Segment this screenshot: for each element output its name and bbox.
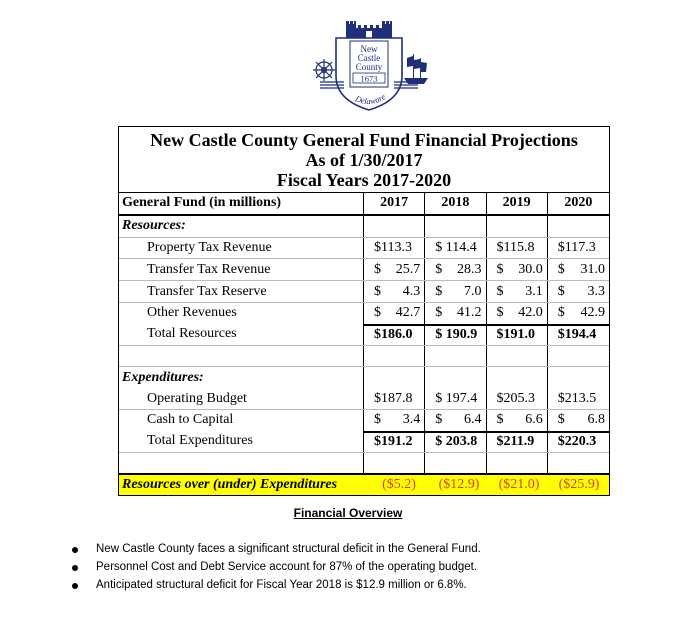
net-value: ($5.2) [382, 477, 416, 493]
overview-bullet-list [72, 541, 481, 595]
table-as-of: As of 1/30/2017 [305, 150, 423, 170]
table-cell: $213.5 [557, 390, 597, 406]
table-cell: $ 42.0 [487, 303, 548, 324]
table-row [119, 388, 609, 410]
table-header-row [119, 192, 609, 216]
table-cell: $ 190.9 [425, 324, 486, 345]
header-year: 2018 [425, 193, 486, 214]
table-row [119, 259, 609, 281]
table-row [119, 238, 609, 260]
table-cell: $191.0 [487, 324, 548, 345]
table-cell: $ 197.4 [425, 388, 486, 409]
table-cell: $194.4 [548, 324, 609, 345]
table-cell: $ 4.3 [364, 281, 425, 302]
expenditures-section-row [119, 367, 609, 388]
row-label: Cash to Capital [119, 410, 364, 431]
resources-section-label: Resources: [119, 216, 364, 237]
resources-section-row [119, 216, 609, 238]
table-cell: $186.0 [364, 324, 425, 345]
table-cell: $ 28.3 [425, 259, 486, 280]
table-cell: $ 42.9 [557, 305, 605, 321]
table-fiscal-years: Fiscal Years 2017-2020 [276, 170, 452, 190]
table-cell: $ 3.1 [487, 281, 548, 302]
table-cell: $115.8 [487, 238, 548, 259]
row-label: Transfer Tax Reserve [119, 281, 364, 302]
table-cell: $ 114.4 [425, 238, 486, 259]
table-cell: $ 30.0 [487, 259, 548, 280]
table-cell: $ 203.8 [425, 431, 486, 452]
bullet-icon [72, 547, 78, 553]
net-value: ($25.9) [558, 477, 600, 493]
table-cell: $211.9 [487, 431, 548, 452]
castle-icon [346, 21, 392, 38]
header-year: 2017 [364, 193, 425, 214]
net-resources-row [119, 473, 609, 495]
table-cell: $117.3 [557, 239, 596, 255]
seal-text-castle: Castle [357, 53, 381, 63]
net-value: ($21.0) [498, 477, 540, 493]
row-label: Operating Budget [119, 388, 364, 409]
ship-wheel-icon [313, 59, 335, 81]
table-cell: $191.2 [364, 431, 425, 452]
table-cell: $ 6.6 [487, 410, 548, 431]
header-year: 2020 [564, 195, 593, 211]
spacer-row [119, 346, 609, 368]
list-item: New Castle County faces a significant structural deficit in the General Fund. [72, 541, 481, 559]
table-cell: $187.8 [364, 388, 425, 409]
overview-title: Financial Overview [293, 506, 403, 520]
row-label: Other Revenues [119, 303, 364, 324]
table-cell: $205.3 [487, 388, 548, 409]
table-cell: $ 41.2 [425, 303, 486, 324]
expenditures-section-label: Expenditures: [119, 367, 364, 388]
header-label: General Fund (in millions) [119, 193, 364, 214]
seal-year: 1673 [360, 73, 378, 84]
table-cell: $220.3 [548, 431, 609, 452]
net-label: Resources over (under) Expenditures [122, 477, 338, 493]
table-cell: $ 3.3 [557, 283, 605, 299]
total-resources-row [119, 324, 609, 346]
table-cell: $ 7.0 [425, 281, 486, 302]
county-seal-logo [306, 18, 432, 114]
sailing-ship-icon [404, 54, 428, 84]
table-cell: $ 3.4 [364, 410, 425, 431]
header-year: 2019 [487, 193, 548, 214]
row-label: Total Resources [119, 324, 364, 345]
total-expenditures-row [119, 431, 609, 453]
table-row [119, 303, 609, 324]
seal-text-county: County [355, 62, 383, 72]
table-cell: $ 31.0 [557, 261, 605, 277]
table-title: New Castle County General Fund Financial Projections [150, 130, 578, 150]
list-item: Personnel Cost and Debt Service account for 87% of the operating budget. [72, 559, 481, 577]
list-item: Anticipated structural deficit for Fiscal Year 2018 is $12.9 million or 6.8%. [72, 577, 481, 595]
table-title-block [119, 127, 609, 192]
seal-text-new: New [360, 44, 378, 54]
bullet-icon [72, 565, 78, 571]
bullet-icon [72, 583, 78, 589]
table-cell: $ 6.4 [425, 410, 486, 431]
seal-state: Delaware [353, 91, 388, 107]
projections-table [118, 126, 610, 496]
spacer-row [119, 453, 609, 474]
table-row [119, 281, 609, 303]
table-cell: $ 6.8 [557, 412, 605, 428]
row-label: Transfer Tax Revenue [119, 259, 364, 280]
table-cell: $ 25.7 [364, 259, 425, 280]
row-label: Total Expenditures [119, 431, 364, 452]
table-row [119, 410, 609, 431]
table-cell: $113.3 [364, 238, 425, 259]
net-value: ($12.9) [438, 477, 480, 493]
table-cell: $ 42.7 [364, 303, 425, 324]
row-label: Property Tax Revenue [119, 238, 364, 259]
